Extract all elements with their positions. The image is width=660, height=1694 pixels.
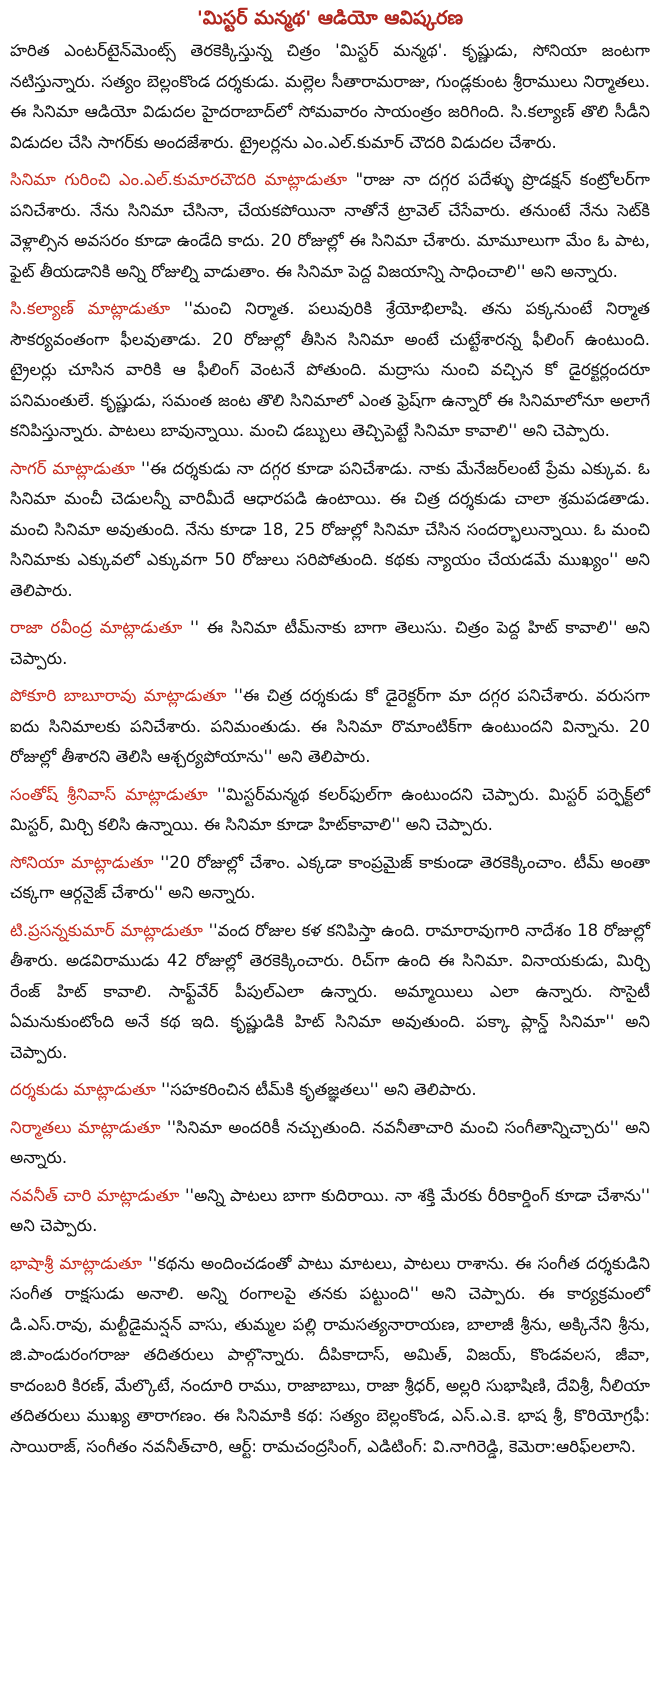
paragraph-text: ''సినిమా అందరికీ నచ్చుతుంది. నవనీతాచారి మంచి సంగీతాన్నిచ్చారు'' అని అన్నారు.: [10, 1117, 650, 1167]
paragraph-text: ''ఈ చిత్ర దర్శకుడు కో డైరెక్టర్‌గా మా దగ్గర పనిచేశారు. వరుసగా ఐదు సినిమాలకు పనిచేశారు. పనిమంతుడు. ఈ సినిమా రొమాంటిక్‌గా ఉంటుందని విన్నాను. 20 రోజుల్లో తీశారని తెలిసి ఆశ్చర్యపోయాను'' అని తెలిపారు.: [10, 686, 650, 766]
speaker-label: దర్శకుడు మాట్లాడుతూ: [10, 1080, 156, 1099]
paragraph-text: హరిత ఎంటర్‌టైన్‌మెంట్స్ తెరకెక్కిస్తున్న చిత్రం 'మిస్టర్ మన్మథ'. కృష్ణుడు, సోనియా జంటగా నటిస్తున్నారు. సత్యం బెల్లంకొండ దర్శకుడు. మల్లెల సీతారామరాజు, గుండ్లకుంట శ్రీరాములు నిర్మాతలు. ఈ సినిమా ఆడియో విడుదల హైదరాబాద్‌లో సోమవారం సాయంత్రం జరిగింది. సి.కల్యాణ్ తొలి సీడీని విడుదల చేసి సాగర్‌కు అందజేశారు. ట్రైలర్లను ఎం.ఎల్.కుమార్ చౌదరి విడుదల చేశారు.: [10, 41, 650, 152]
speaker-label: సంతోష్ శ్రీనివాస్ మాట్లాడుతూ: [10, 784, 208, 804]
paragraph-text: '' ఈ సినిమా టీమ్‌నాకు బాగా తెలుసు. చిత్రం పెద్ద హిట్ కావాలి'' అని చెప్పారు.: [10, 618, 650, 668]
article-paragraph: [10, 780, 650, 841]
article-paragraph: [10, 848, 650, 909]
article-paragraph: [10, 36, 650, 158]
speaker-label: సి.కల్యాణ్ మాట్లాడుతూ: [10, 299, 171, 318]
speaker-label: టి.ప్రసన్నకుమార్ మాట్లాడుతూ: [10, 920, 203, 940]
article-paragraph: [10, 454, 650, 607]
speaker-label: నవనీత్ చారి మాట్లాడుతూ: [10, 1185, 180, 1205]
paragraph-text: "రాజు నా దగ్గర పదేళ్ళు ప్రొడక్షన్ కంట్రోలర్‌గా పనిచేశారు. నేను సినిమా చేసినా, చేయకపోయినా నాతోనే ట్రావెల్ చేసేవారు. తనుంటే నేను సెట్‌కి వెళ్లాల్సిన అవసరం కూడా ఉండేది కాదు. 20 రోజుల్లో ఈ సినిమా చేశారు. మామూలుగా మేం ఓ పాట, ఫైట్ తీయడానికి అన్ని రోజుల్ని వాడుతాం. ఈ సినిమా పెద్ద విజయాన్ని సాధించాలి'' అని అన్నారు.: [10, 170, 650, 281]
paragraph-text: ''మంచి నిర్మాత. పలువురికి శ్రేయోభిలాషి. తను పక్కనుంటే నిర్మాత సౌకర్యవంతంగా ఫీలవుతాడు. 20 రోజుల్లో తీసిన సినిమా అంటే చుట్టేశారన్న ఫీలింగ్ ఉంటుంది. ట్రైలర్లు చూసిన వారికి ఆ ఫీలింగ్ వెంటనే పోతుంది. మద్రాసు నుంచి వచ్చిన కో డైరక్టర్లందరూ పనిమంతులే. కృష్ణుడు, సమంత జంట తొలి సినిమాలో ఎంత ఫ్రెష్‌గా ఉన్నారో ఈ సినిమాలోనూ అలాగే కనిపిస్తున్నారు. పాటలు బావున్నాయి. మంచి డబ్బులు తెచ్చిపెట్టే సినిమా కావాలి'' అని చెప్పారు.: [10, 299, 651, 440]
paragraph-text: ''అన్ని పాటలు బాగా కుదిరాయి. నా శక్తి మేరకు రీరికార్డింగ్ కూడా చేశాను'' అని చెప్పారు.: [10, 1185, 650, 1235]
article-paragraph: [10, 916, 650, 1069]
article-paragraph: [10, 1075, 650, 1106]
paragraph-text: ''20 రోజుల్లో చేశాం. ఎక్కడా కాంప్రమైజ్ కాకుండా తెరకెక్కించాం. టీమ్ అంతా చక్కగా ఆర్గనైజ్ చేశారు'' అని అన్నారు.: [10, 852, 650, 902]
paragraph-text: ''సహకరించిన టీమ్‌కి కృతజ్ఞతలు'' అని తెలిపారు.: [155, 1080, 477, 1099]
article-paragraph: [10, 681, 650, 773]
speaker-label: భాషాశ్రీ మాట్లాడుతూ: [10, 1253, 142, 1273]
speaker-label: సోనియా మాట్లాడుతూ: [10, 852, 154, 872]
article-paragraph: [10, 1249, 650, 1463]
paragraph-text: ''మిస్టర్‌మన్మథ కలర్‌ఫుల్‌గా ఉంటుందని చెప్పారు. మిస్టర్ పర్ఫెక్ట్‌లో మిస్టర్, మిర్చి కలిసి ఉన్నాయి. ఈ సినిమా కూడా హిట్‌కావాలి'' అని చెప్పారు.: [10, 784, 650, 834]
article-paragraph: [10, 1181, 650, 1242]
article-body: [0, 36, 660, 1462]
speaker-label: నిర్మాతలు మాట్లాడుతూ: [10, 1117, 161, 1137]
article-paragraph: [10, 613, 650, 674]
speaker-label: సాగర్ మాట్లాడుతూ: [10, 458, 135, 478]
article-paragraph: [10, 1113, 650, 1174]
speaker-label: రాజా రవీంద్ర మాట్లాడుతూ: [10, 618, 183, 637]
article-title: 'మిస్టర్ మన్మథ' ఆడియో ఆవిష్కరణ: [196, 7, 464, 29]
article-paragraph: [10, 294, 650, 447]
speaker-label: పోకూరి బాబూరావు మాట్లాడుతూ: [10, 686, 227, 705]
article-paragraph: [10, 165, 650, 287]
paragraph-text: ''కథను అందించడంతో పాటు మాటలు, పాటలు రాశాను. ఈ సంగీత దర్శకుడిని సంగీత రాక్షసుడు అనాలి. అన్ని రంగాలపై తనకు పట్టుంది'' అని చెప్పారు. ఈ కార్యక్రమంలో డి.ఎస్.రావు, మల్టీడైమన్షన్ వాసు, తుమ్మల పల్లి రామసత్యనారాయణ, బాలాజీ శ్రీను, అక్కినేని శ్రీను, జి.పాండురంగరాజు తదితరులు పాల్గొన్నారు. దీపికాదాస్, అమిత్, విజయ్, కొండవలస, జీవా, కాదంబరి కిరణ్, మేల్కొటే, నందూరి రాము, రాజాబాబు, రాజా శ్రీధర్, అల్లరి సుభాషిణి, దేవిశ్రీ, నీలియా తదితరులు ముఖ్య తారాగణం. ఈ సినిమాకి కథ: సత్యం బెల్లంకొండ, ఎస్.ఎ.కె. భాష శ్రీ, కొరియోగ్రఫీ: సాయిరాజ్, సంగీతం నవనీత్‌చారి, ఆర్ట్: రామచంద్రసింగ్, ఎడిటింగ్: వి.నాగిరెడ్డి, కెమెరా:ఆరిఫ్‌లలాని.: [10, 1253, 650, 1456]
paragraph-text: ''వంద రోజుల కళ కనిపిస్తా ఉంది. రామారావుగారి నాదేశం 18 రోజుల్లో తీశారు. అడవిరాముడు 42 రోజుల్లో తెరకెక్కించారు. రిచ్‌గా ఉంది ఈ సినిమా. వినాయకుడు, మిర్చి రేంజ్ హిట్ కావాలి. సాఫ్ట్‌వేర్ పీపుల్ఎలా ఉన్నారు. అమ్మాయిలు ఎలా ఉన్నారు. సొసైటీ ఏమనుకుంటోంది అనే కథ ఇది. కృష్ణుడికి హిట్ సినిమా అవుతుంది. పక్కా ప్లాన్డ్ సినిమా'' అని చెప్పారు.: [10, 920, 651, 1062]
paragraph-text: ''ఈ దర్శకుడు నా దగ్గర కూడా పనిచేశాడు. నాకు మేనేజర్‌లంటే ప్రేమ ఎక్కువ. ఓ సినిమా మంచీ చెడులన్నీ వారిమీదే ఆధారపడి ఉంటాయి. ఈ చిత్ర దర్శకుడు చాలా శ్రమపడతాడు. మంచి సినిమా అవుతుంది. నేను కూడా 18, 25 రోజుల్లో సినిమా చేసిన సందర్భాలున్నాయి. ఓ మంచి సినిమాకు ఎక్కువలో ఎక్కువగా 50 రోజులు సరిపోతుంది. కథకు న్యాయం చేయడమే ముఖ్యం'' అని తెలిపారు.: [10, 458, 650, 600]
speaker-label: సినిమా గురించి ఎం.ఎల్.కుమారచౌదరి మాట్లాడుతూ: [10, 170, 348, 189]
